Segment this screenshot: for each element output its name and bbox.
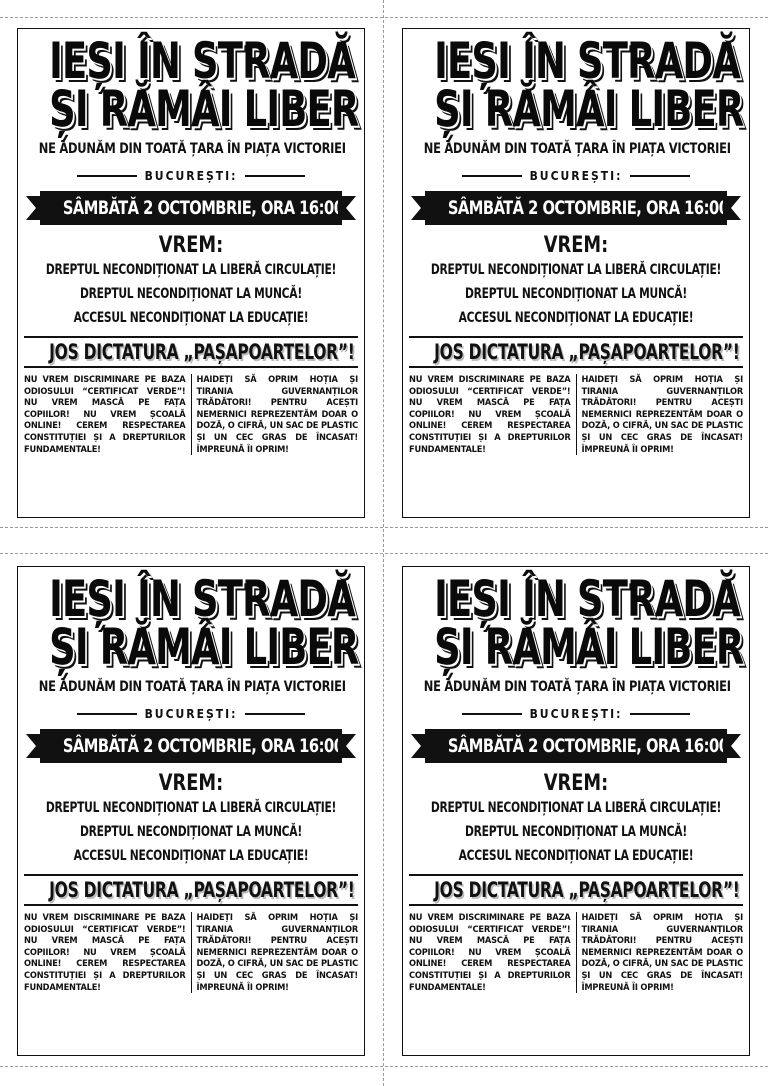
cut-line-middle-lower xyxy=(0,553,768,554)
divider xyxy=(24,874,358,876)
city-label xyxy=(403,707,749,721)
headline-line-1: IEȘI ÎN STRADĂ xyxy=(49,32,355,90)
city-name: BUCUREȘTI: xyxy=(529,707,623,721)
demand-item: DREPTUL NECONDIȚIONAT LA MUNCĂ! xyxy=(80,286,302,302)
demands-title: VREM: xyxy=(543,771,609,796)
right-text: HAIDEȚI SĂ OPRIM HOȚIA ȘI TIRANIA GUVERNANȚILOR TRĂDĂTORI! PENTRU ACEȘTI NEMERNICI REPREZENTĂM DOAR O DOZĂ, O CIFRĂ, UN SAC DE PLASTIC ȘI UN CEC GRAS DE ÎNCASAT! ÎMPREUNĂ ÎI OPRIM! xyxy=(581,912,743,993)
slogan: JOS DICTATURA „PAȘAPOARTELOR”! xyxy=(49,340,355,364)
cut-line-bottom xyxy=(0,1066,768,1067)
date-time: SÂMBĂTĂ 2 OCTOMBRIE, ORA 16:00 xyxy=(62,197,344,219)
subheadline: NE ADUNĂM DIN TOATĂ ȚARA ÎN PIAȚA VICTORIEI xyxy=(423,679,731,695)
slogan: JOS DICTATURA „PAȘAPOARTELOR”! xyxy=(434,340,740,364)
divider xyxy=(462,713,522,715)
left-text: NU VREM DISCRIMINARE PE BAZA ODIOSULUI “CERTIFICAT VERDE”! NU VREM MASCĂ PE FAȚA COPIILOR! NU VREM ȘCOALĂ ONLINE! CEREM RESPECTAREA CONSTITUȚIEI ȘI A DREPTURILOR FUNDAMENTALE! xyxy=(24,912,186,993)
date-ribbon xyxy=(26,729,356,763)
demand-item: DREPTUL NECONDIȚIONAT LA MUNCĂ! xyxy=(465,286,687,302)
divider xyxy=(245,713,305,715)
demand-item: DREPTUL NECONDIȚIONAT LA LIBERĂ CIRCULAȚIE! xyxy=(45,262,337,278)
demand-item: DREPTUL NECONDIȚIONAT LA LIBERĂ CIRCULAȚIE! xyxy=(430,262,722,278)
flyer-top-right xyxy=(402,28,750,518)
divider xyxy=(24,336,358,338)
city-label xyxy=(18,707,364,721)
flyer-bottom-left xyxy=(17,566,365,1056)
left-text: NU VREM DISCRIMINARE PE BAZA ODIOSULUI “CERTIFICAT VERDE”! NU VREM MASCĂ PE FAȚA COPIILOR! NU VREM ȘCOALĂ ONLINE! CEREM RESPECTAREA CONSTITUȚIEI ȘI A DREPTURILOR FUNDAMENTALE! xyxy=(24,374,186,455)
text-columns xyxy=(24,912,358,993)
divider xyxy=(24,904,358,906)
right-text: HAIDEȚI SĂ OPRIM HOȚIA ȘI TIRANIA GUVERNANȚILOR TRĂDĂTORI! PENTRU ACEȘTI NEMERNICI REPREZENTĂM DOAR O DOZĂ, O CIFRĂ, UN SAC DE PLASTIC ȘI UN CEC GRAS DE ÎNCASAT! ÎMPREUNĂ ÎI OPRIM! xyxy=(581,374,743,455)
cut-line-top xyxy=(0,17,768,18)
divider xyxy=(630,175,690,177)
subheadline: NE ADUNĂM DIN TOATĂ ȚARA ÎN PIAȚA VICTORIEI xyxy=(38,141,346,157)
city-name: BUCUREȘTI: xyxy=(529,169,623,183)
divider xyxy=(630,713,690,715)
headline-line-1: IEȘI ÎN STRADĂ xyxy=(434,32,740,90)
demands-title: VREM: xyxy=(543,233,609,258)
demands-title: VREM: xyxy=(158,233,224,258)
cut-line-vertical xyxy=(383,0,384,1086)
demand-item: ACCESUL NECONDIȚIONAT LA EDUCAȚIE! xyxy=(73,848,309,864)
demand-item: DREPTUL NECONDIȚIONAT LA LIBERĂ CIRCULAȚIE! xyxy=(45,800,337,816)
slogan: JOS DICTATURA „PAȘAPOARTELOR”! xyxy=(434,878,740,902)
subheadline: NE ADUNĂM DIN TOATĂ ȚARA ÎN PIAȚA VICTORIEI xyxy=(423,141,731,157)
headline-line-2: ȘI RĂMÂI LIBER xyxy=(434,80,744,138)
city-label xyxy=(403,169,749,183)
left-text: NU VREM DISCRIMINARE PE BAZA ODIOSULUI “CERTIFICAT VERDE”! NU VREM MASCĂ PE FAȚA COPIILOR! NU VREM ȘCOALĂ ONLINE! CEREM RESPECTAREA CONSTITUȚIEI ȘI A DREPTURILOR FUNDAMENTALE! xyxy=(409,912,571,993)
text-columns xyxy=(409,912,743,993)
demand-item: ACCESUL NECONDIȚIONAT LA EDUCAȚIE! xyxy=(73,310,309,326)
demand-item: ACCESUL NECONDIȚIONAT LA EDUCAȚIE! xyxy=(458,310,694,326)
divider xyxy=(409,904,743,906)
demands-title: VREM: xyxy=(158,771,224,796)
right-text: HAIDEȚI SĂ OPRIM HOȚIA ȘI TIRANIA GUVERNANȚILOR TRĂDĂTORI! PENTRU ACEȘTI NEMERNICI REPREZENTĂM DOAR O DOZĂ, O CIFRĂ, UN SAC DE PLASTIC ȘI UN CEC GRAS DE ÎNCASAT! ÎMPREUNĂ ÎI OPRIM! xyxy=(196,912,358,993)
flyer-top-left xyxy=(17,28,365,518)
divider xyxy=(409,874,743,876)
divider xyxy=(409,336,743,338)
divider xyxy=(77,713,137,715)
city-label xyxy=(18,169,364,183)
date-ribbon xyxy=(26,191,356,225)
subheadline: NE ADUNĂM DIN TOATĂ ȚARA ÎN PIAȚA VICTORIEI xyxy=(38,679,346,695)
headline-line-1: IEȘI ÎN STRADĂ xyxy=(49,570,355,628)
headline-line-2: ȘI RĂMÂI LIBER xyxy=(434,618,744,676)
date-time: SÂMBĂTĂ 2 OCTOMBRIE, ORA 16:00 xyxy=(62,735,344,757)
divider xyxy=(77,175,137,177)
date-time: SÂMBĂTĂ 2 OCTOMBRIE, ORA 16:00 xyxy=(447,735,729,757)
demand-item: DREPTUL NECONDIȚIONAT LA MUNCĂ! xyxy=(465,824,687,840)
right-text: HAIDEȚI SĂ OPRIM HOȚIA ȘI TIRANIA GUVERNANȚILOR TRĂDĂTORI! PENTRU ACEȘTI NEMERNICI REPREZENTĂM DOAR O DOZĂ, O CIFRĂ, UN SAC DE PLASTIC ȘI UN CEC GRAS DE ÎNCASAT! ÎMPREUNĂ ÎI OPRIM! xyxy=(196,374,358,455)
demand-item: ACCESUL NECONDIȚIONAT LA EDUCAȚIE! xyxy=(458,848,694,864)
slogan: JOS DICTATURA „PAȘAPOARTELOR”! xyxy=(49,878,355,902)
demand-item: DREPTUL NECONDIȚIONAT LA MUNCĂ! xyxy=(80,824,302,840)
date-ribbon xyxy=(411,729,741,763)
text-columns xyxy=(24,374,358,455)
flyer-bottom-right xyxy=(402,566,750,1056)
demand-item: DREPTUL NECONDIȚIONAT LA LIBERĂ CIRCULAȚIE! xyxy=(430,800,722,816)
divider xyxy=(24,366,358,368)
cut-line-middle-upper xyxy=(0,527,768,528)
divider xyxy=(462,175,522,177)
headline-line-2: ȘI RĂMÂI LIBER xyxy=(49,80,359,138)
divider xyxy=(409,366,743,368)
city-name: BUCUREȘTI: xyxy=(144,169,238,183)
headline-line-1: IEȘI ÎN STRADĂ xyxy=(434,570,740,628)
divider xyxy=(245,175,305,177)
date-time: SÂMBĂTĂ 2 OCTOMBRIE, ORA 16:00 xyxy=(447,197,729,219)
text-columns xyxy=(409,374,743,455)
headline-line-2: ȘI RĂMÂI LIBER xyxy=(49,618,359,676)
date-ribbon xyxy=(411,191,741,225)
city-name: BUCUREȘTI: xyxy=(144,707,238,721)
left-text: NU VREM DISCRIMINARE PE BAZA ODIOSULUI “CERTIFICAT VERDE”! NU VREM MASCĂ PE FAȚA COPIILOR! NU VREM ȘCOALĂ ONLINE! CEREM RESPECTAREA CONSTITUȚIEI ȘI A DREPTURILOR FUNDAMENTALE! xyxy=(409,374,571,455)
